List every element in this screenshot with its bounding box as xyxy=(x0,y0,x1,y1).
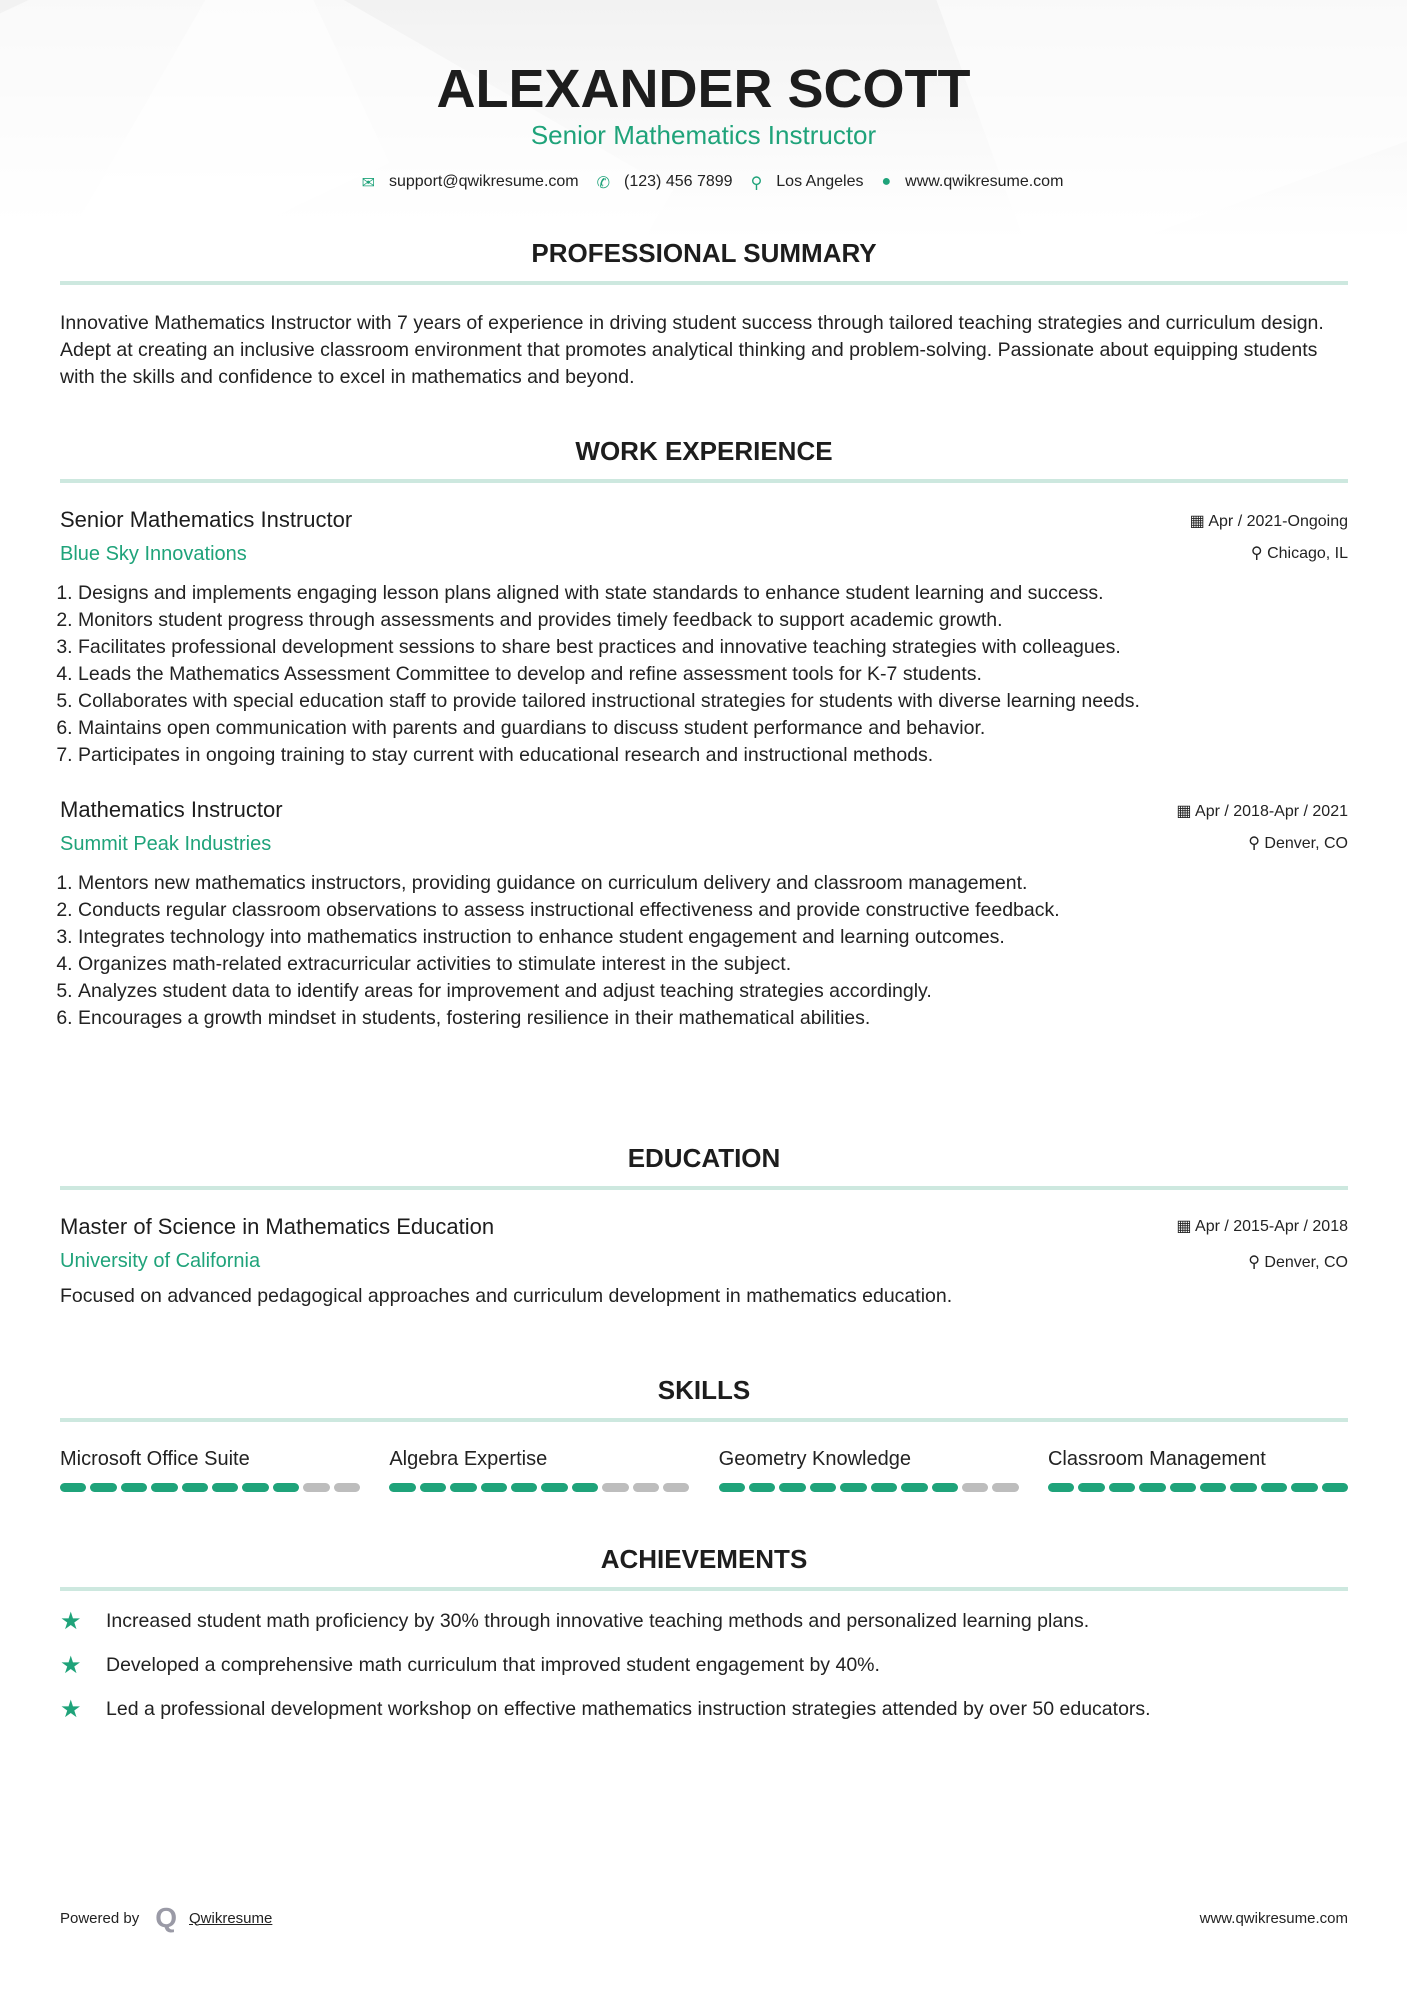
job-bullets xyxy=(60,580,1348,769)
skill-segment-filled xyxy=(242,1483,268,1492)
skill-segment-filled xyxy=(182,1483,208,1492)
skill-segment-filled xyxy=(871,1483,897,1492)
skill-segment-filled xyxy=(389,1483,415,1492)
list-item: 5. Collaborates with special education staff to provide tailored instructional strategies for students with diverse learning needs. xyxy=(78,688,1348,715)
skill-item xyxy=(389,1448,689,1492)
list-item: 1. Designs and implements engaging lesson plans aligned with state standards to enhance student learning and success. xyxy=(78,580,1348,607)
section-heading: SKILLS xyxy=(657,1375,751,1405)
skill-segment-filled xyxy=(151,1483,177,1492)
skill-item xyxy=(60,1448,360,1492)
footer-website[interactable]: www.qwikresume.com xyxy=(1199,1909,1348,1927)
skill-segment-filled xyxy=(1139,1483,1165,1492)
job-dates: ▦ Apr / 2021-Ongoing xyxy=(1189,513,1348,530)
divider xyxy=(60,1418,1348,1422)
skill-item xyxy=(719,1448,1019,1492)
job-title: Mathematics Instructor xyxy=(60,797,283,822)
job-location: ⚲ Chicago, IL xyxy=(1250,545,1348,562)
envelope-icon: ✉ xyxy=(361,175,375,192)
achievement-item: ★ Increased student math proficiency by 30% through innovative teaching methods and personalized learning plans. xyxy=(60,1608,1090,1635)
education-location: ⚲ Denver, CO xyxy=(1248,1254,1348,1271)
job-entry xyxy=(60,797,1348,1032)
list-item: 3. Integrates technology into mathematics instruction to enhance student engagement and learning outcomes. xyxy=(78,924,1348,951)
footer xyxy=(60,1902,1348,1934)
list-item: 6. Encourages a growth mindset in students, fostering resilience in their mathematical abilities. xyxy=(78,1005,1348,1032)
skill-segment-filled xyxy=(1230,1483,1256,1492)
contact-bar xyxy=(0,173,1407,193)
map-pin-icon: ⚲ xyxy=(750,175,763,192)
skill-segment-filled xyxy=(541,1483,567,1492)
list-item: 2. Monitors student progress through assessments and provides timely feedback to support academic growth. xyxy=(78,607,1348,634)
list-item: 4. Leads the Mathematics Assessment Committee to develop and refine assessment tools for K-7 students. xyxy=(78,661,1348,688)
divider xyxy=(60,281,1348,285)
skill-name: Classroom Management xyxy=(1047,1448,1266,1470)
contact-location: Los Angeles xyxy=(776,173,864,190)
education-entry xyxy=(60,1214,1348,1310)
skill-segment-filled xyxy=(450,1483,476,1492)
skill-segment-empty xyxy=(334,1483,360,1492)
skill-segment-filled xyxy=(932,1483,958,1492)
skill-segment-empty xyxy=(602,1483,628,1492)
candidate-role: Senior Mathematics Instructor xyxy=(530,120,877,150)
skill-level-bar xyxy=(719,1483,1019,1492)
job-entry xyxy=(60,507,1348,769)
skill-name: Geometry Knowledge xyxy=(718,1448,911,1470)
achievement-item: ★ Led a professional development workshop on effective mathematics instruction strategies attended by over 50 educators. xyxy=(60,1696,1151,1723)
section-heading: EDUCATION xyxy=(627,1143,781,1173)
skill-segment-filled xyxy=(1078,1483,1104,1492)
skill-segment-filled xyxy=(481,1483,507,1492)
skill-segment-filled xyxy=(1048,1483,1074,1492)
skill-segment-filled xyxy=(212,1483,238,1492)
skill-segment-filled xyxy=(1170,1483,1196,1492)
skill-level-bar xyxy=(1048,1483,1348,1492)
skill-segment-filled xyxy=(1261,1483,1287,1492)
skills-section xyxy=(60,1375,1348,1492)
phone-icon: ✆ xyxy=(596,175,611,192)
skill-segment-filled xyxy=(420,1483,446,1492)
skill-segment-filled xyxy=(1109,1483,1135,1492)
skill-segment-empty xyxy=(303,1483,329,1492)
star-icon: ★ xyxy=(60,1696,82,1723)
skill-segment-empty xyxy=(962,1483,988,1492)
company-name: Blue Sky Innovations xyxy=(60,543,247,565)
skill-name: Microsoft Office Suite xyxy=(60,1448,250,1470)
contact-email[interactable]: support@qwikresume.com xyxy=(388,173,579,190)
skill-level-bar xyxy=(60,1483,360,1492)
calendar-icon: ▦ xyxy=(1189,513,1209,530)
school-name: University of California xyxy=(60,1250,261,1272)
section-heading: ACHIEVEMENTS xyxy=(600,1544,808,1574)
job-dates: ▦ Apr / 2018-Apr / 2021 xyxy=(1176,803,1348,820)
list-item: 1. Mentors new mathematics instructors, providing guidance on curriculum delivery and classroom management. xyxy=(78,870,1348,897)
degree: Master of Science in Mathematics Education xyxy=(60,1214,495,1239)
list-item: 7. Participates in ongoing training to stay current with educational research and instructional methods. xyxy=(78,742,1348,769)
skill-segment-filled xyxy=(810,1483,836,1492)
work-section xyxy=(60,436,1348,1032)
contact-phone: (123) 456 7899 xyxy=(624,173,733,190)
list-item: 6. Maintains open communication with parents and guardians to discuss student performance and behavior. xyxy=(78,715,1348,742)
skill-segment-filled xyxy=(572,1483,598,1492)
list-item: 2. Conducts regular classroom observations to assess instructional effectiveness and provide constructive feedback. xyxy=(78,897,1348,924)
achievements-section xyxy=(60,1544,1348,1723)
divider xyxy=(60,1587,1348,1591)
job-title: Senior Mathematics Instructor xyxy=(60,507,353,532)
globe-icon: ● xyxy=(881,173,892,190)
pin-icon: ⚲ xyxy=(1250,545,1268,562)
skill-segment-filled xyxy=(1200,1483,1226,1492)
skill-name: Algebra Expertise xyxy=(389,1448,548,1470)
skill-segment-filled xyxy=(90,1483,116,1492)
section-heading: WORK EXPERIENCE xyxy=(575,436,833,466)
skill-segment-filled xyxy=(719,1483,745,1492)
skill-segment-filled xyxy=(1291,1483,1317,1492)
job-bullets xyxy=(60,870,1348,1032)
calendar-icon: ▦ xyxy=(1176,1218,1196,1235)
skill-segment-filled xyxy=(749,1483,775,1492)
skill-segment-empty xyxy=(663,1483,689,1492)
list-item: 5. Analyzes student data to identify areas for improvement and adjust teaching strategies accordingly. xyxy=(78,978,1348,1005)
divider xyxy=(60,1186,1348,1190)
education-description: Focused on advanced pedagogical approaches and curriculum development in mathematics education. xyxy=(60,1285,953,1307)
skill-segment-empty xyxy=(992,1483,1018,1492)
company-name: Summit Peak Industries xyxy=(60,833,272,855)
skill-segment-filled xyxy=(60,1483,86,1492)
skill-segment-filled xyxy=(1322,1483,1348,1492)
skill-segment-filled xyxy=(779,1483,805,1492)
skill-level-bar xyxy=(389,1483,689,1492)
job-location: ⚲ Denver, CO xyxy=(1248,835,1348,852)
pin-icon: ⚲ xyxy=(1248,835,1265,852)
skill-segment-filled xyxy=(273,1483,299,1492)
summary-section xyxy=(60,238,1348,391)
education-section xyxy=(60,1143,1348,1310)
qwikresume-logo-icon: Q xyxy=(155,1902,177,1933)
achievement-item: ★ Developed a comprehensive math curriculum that improved student engagement by 40%. xyxy=(60,1652,880,1679)
skill-segment-empty xyxy=(633,1483,659,1492)
skill-segment-filled xyxy=(121,1483,147,1492)
skill-segment-filled xyxy=(840,1483,866,1492)
brand-link[interactable]: Qwikresume xyxy=(189,1909,273,1927)
summary-text: Innovative Mathematics Instructor with 7 years of experience in driving student success through tailored teaching strategies and curriculum design. Adept at creating an inclusive classroom environment that promotes analytical thinking and problem-solving. Passionate about equipping students with the skills and confidence to excel in mathematics and beyond. xyxy=(60,312,1324,388)
skills-list xyxy=(60,1448,1348,1492)
star-icon: ★ xyxy=(60,1608,82,1635)
skill-item xyxy=(1048,1448,1348,1492)
contact-website[interactable]: www.qwikresume.com xyxy=(905,173,1064,190)
divider xyxy=(60,479,1348,483)
candidate-name: ALEXANDER SCOTT xyxy=(436,59,971,119)
education-dates: ▦ Apr / 2015-Apr / 2018 xyxy=(1176,1218,1348,1235)
star-icon: ★ xyxy=(60,1652,82,1679)
section-heading: PROFESSIONAL SUMMARY xyxy=(531,238,877,268)
pin-icon: ⚲ xyxy=(1248,1254,1265,1271)
list-item: 4. Organizes math-related extracurricular activities to stimulate interest in the subject. xyxy=(78,951,1348,978)
powered-by-label: Powered by xyxy=(60,1909,140,1927)
list-item: 3. Facilitates professional development sessions to share best practices and innovative teaching strategies with colleagues. xyxy=(78,634,1348,661)
skill-segment-filled xyxy=(901,1483,927,1492)
skill-segment-filled xyxy=(511,1483,537,1492)
calendar-icon: ▦ xyxy=(1176,803,1196,820)
